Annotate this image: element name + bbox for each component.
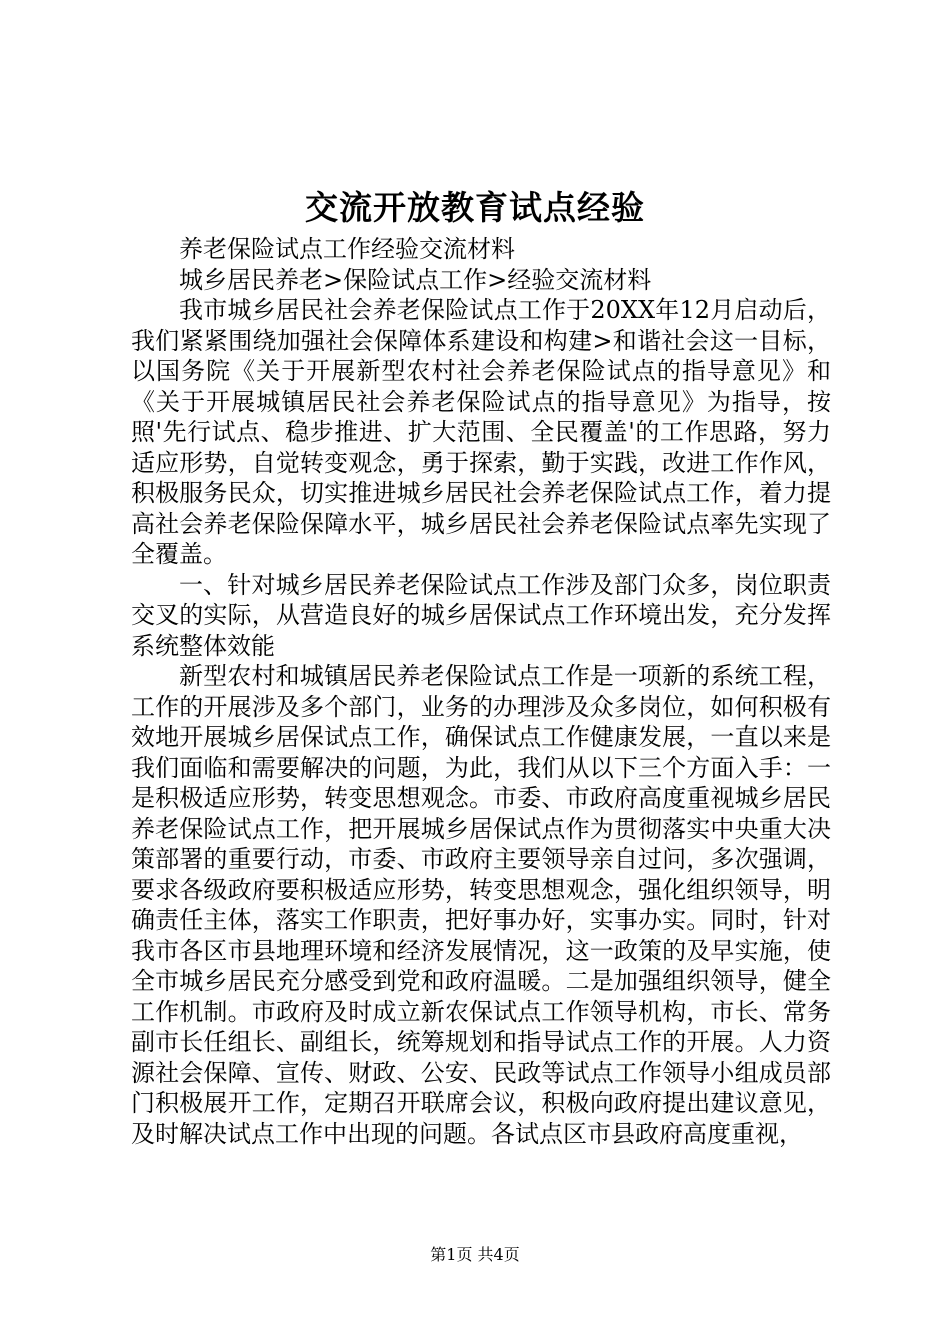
- document-title: 交流开放教育试点经验: [305, 188, 645, 227]
- page-number: 第1页 共4页: [430, 1245, 520, 1264]
- paragraph-intro: 我市城乡居民社会养老保险试点工作于20XX年12月启动后，我们紧紧围绕加强社会保障体系建设和构建>和谐社会这一目标，以国务院《关于开展新型农村社会养老保险试点的指导意见》和《关于开展城镇居民社会养老保险试点的指导意见》为指导，按照'先行试点、稳步推进、扩大范围、全民覆盖'的工作思路，努力适应形势，自觉转变观念，勇于探索，勤于实践，改进工作作风，积极服务民众，切实推进城乡居民社会养老保险试点工作，着力提高社会养老保险保障水平，城乡居民社会养老保险试点率先实现了全覆盖。: [131, 296, 831, 568]
- paragraph-section-heading: 一、针对城乡居民养老保险试点工作涉及部门众多，岗位职责交叉的实际，从营造良好的城乡居保试点工作环境出发，充分发挥系统整体效能: [131, 570, 831, 660]
- paragraph-subtitle: 养老保险试点工作经验交流材料: [179, 235, 515, 263]
- paragraph-section-body: 新型农村和城镇居民养老保险试点工作是一项新的系统工程，工作的开展涉及多个部门，业务的办理涉及众多岗位，如何积极有效地开展城乡居保试点工作，确保试点工作健康发展，一直以来是我们面临和需要解决的问题，为此，我们从以下三个方面入手：一是积极适应形势，转变思想观念。市委、市政府高度重视城乡居民养老保险试点工作，把开展城乡居保试点作为贯彻落实中央重大决策部署的重要行动，市委、市政府主要领导亲自过问，多次强调，要求各级政府要积极适应形势，转变思想观念，强化组织领导，明确责任主体，落实工作职责，把好事办好，实事办实。同时，针对我市各区市县地理环境和经济发展情况，这一政策的及早实施，使全市城乡居民充分感受到党和政府温暖。二是加强组织领导，健全工作机制。市政府及时成立新农保试点工作领导机构，市长、常务副市长任组长、副组长，统筹规划和指导试点工作的开展。人力资源社会保障、宣传、财政、公安、民政等试点工作领导小组成员部门积极展开工作，定期召开联席会议，积极向政府提出建议意见，及时解决试点工作中出现的问题。各试点区市县政府高度重视，: [131, 662, 831, 1148]
- document-body: [131, 234, 831, 1149]
- paragraph-breadcrumb: 城乡居民养老>保险试点工作>经验交流材料: [179, 265, 652, 294]
